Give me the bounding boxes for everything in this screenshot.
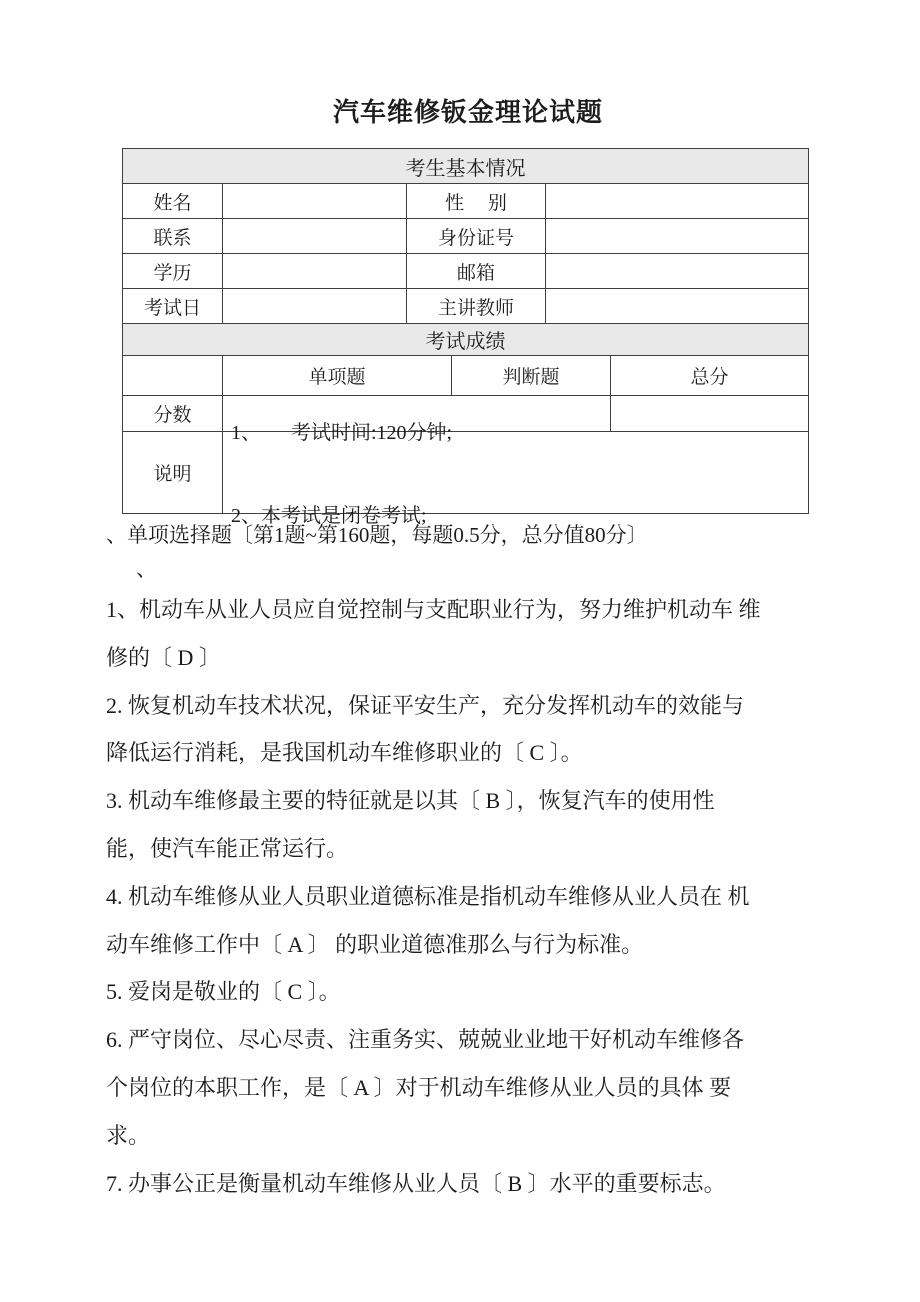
question-line: 1、机动车从业人员应自觉控制与支配职业行为，努力维护机动车 维 bbox=[106, 597, 761, 622]
question-line: 3. 机动车维修最主要的特征就是以其〔 B 〕，恢复汽车的使用性 bbox=[106, 788, 715, 814]
notes-cell bbox=[223, 421, 809, 527]
field-label-email: 邮箱 bbox=[407, 254, 546, 289]
field-label-id-number: 身份证号 bbox=[407, 219, 546, 254]
exam-info-table bbox=[122, 148, 809, 527]
question-line: 动车维修工作中〔 A 〕 的职业道德准那么与行为标准。 bbox=[106, 931, 644, 957]
question-line: 求。 bbox=[106, 1122, 151, 1148]
field-value-email bbox=[546, 254, 809, 289]
table-row bbox=[123, 219, 809, 254]
score-header-total: 总分 bbox=[611, 356, 809, 396]
intro-line-mark: 、 bbox=[136, 557, 157, 581]
field-label-name: 姓名 bbox=[123, 184, 223, 219]
table-row bbox=[123, 289, 809, 324]
score-header-single-choice: 单项题 bbox=[223, 356, 452, 396]
score-row-label: 分数 bbox=[123, 396, 223, 432]
field-label-education: 学历 bbox=[123, 254, 223, 289]
notes-line-closed-book: 2、本考试是闭卷考试; bbox=[231, 504, 427, 527]
question-line: 2. 恢复机动车技术状况，保证平安生产，充分发挥机动车的效能与 bbox=[106, 692, 745, 718]
table-row bbox=[123, 184, 809, 219]
question-line: 个岗位的本职工作，是〔 A 〕对于机动车维修从业人员的具体 要 bbox=[106, 1074, 732, 1100]
field-label-exam-date: 考试日 bbox=[123, 289, 223, 324]
notes-label: 说明 bbox=[123, 432, 223, 514]
field-value-name bbox=[223, 184, 407, 219]
question-line: 7. 办事公正是衡量机动车维修从业人员〔 B 〕水平的重要标志。 bbox=[106, 1170, 726, 1196]
field-label-gender: 性 别 bbox=[407, 184, 546, 219]
section-header-exam-score: 考试成绩 bbox=[123, 324, 809, 356]
score-header-true-false: 判断题 bbox=[452, 356, 611, 396]
table-row bbox=[123, 324, 809, 356]
score-header-empty bbox=[123, 356, 223, 396]
question-line: 降低运行消耗，是我国机动车维修职业的〔 C 〕。 bbox=[106, 740, 583, 766]
question-line: 5. 爱岗是敬业的〔 C 〕。 bbox=[106, 979, 341, 1005]
field-label-lecturer: 主讲教师 bbox=[407, 289, 546, 324]
question-line: 6. 严守岗位、尽心尽责、注重务实、兢兢业业地干好机动车维修各 bbox=[106, 1027, 745, 1053]
question-line: 能，使汽车能正常运行。 bbox=[106, 835, 349, 861]
field-value-contact bbox=[223, 219, 407, 254]
page-title: 汽车维修钣金理论试题 bbox=[332, 98, 603, 127]
section-header-candidate-info: 考生基本情况 bbox=[123, 149, 809, 184]
question-list bbox=[106, 586, 816, 1207]
field-value-id-number bbox=[546, 219, 809, 254]
notes-line-exam-duration: 1、 考试时间:120分钟; bbox=[231, 421, 453, 444]
question-line: 修的〔 D 〕 bbox=[106, 644, 221, 670]
intro-line-single-choice: 、单项选择题〔第1题~第160题，每题0.5分，总分值80分〕 bbox=[106, 523, 648, 547]
question-line: 4. 机动车维修从业人员职业道德标准是指机动车维修从业人员在 机 bbox=[106, 883, 750, 909]
field-value-education bbox=[223, 254, 407, 289]
table-row bbox=[123, 254, 809, 289]
table-row bbox=[123, 421, 809, 527]
field-value-lecturer bbox=[546, 289, 809, 324]
field-value-exam-date bbox=[223, 289, 407, 324]
score-value-total bbox=[611, 396, 809, 432]
field-label-contact: 联系 bbox=[123, 219, 223, 254]
field-value-gender bbox=[546, 184, 809, 219]
table-row bbox=[123, 149, 809, 184]
